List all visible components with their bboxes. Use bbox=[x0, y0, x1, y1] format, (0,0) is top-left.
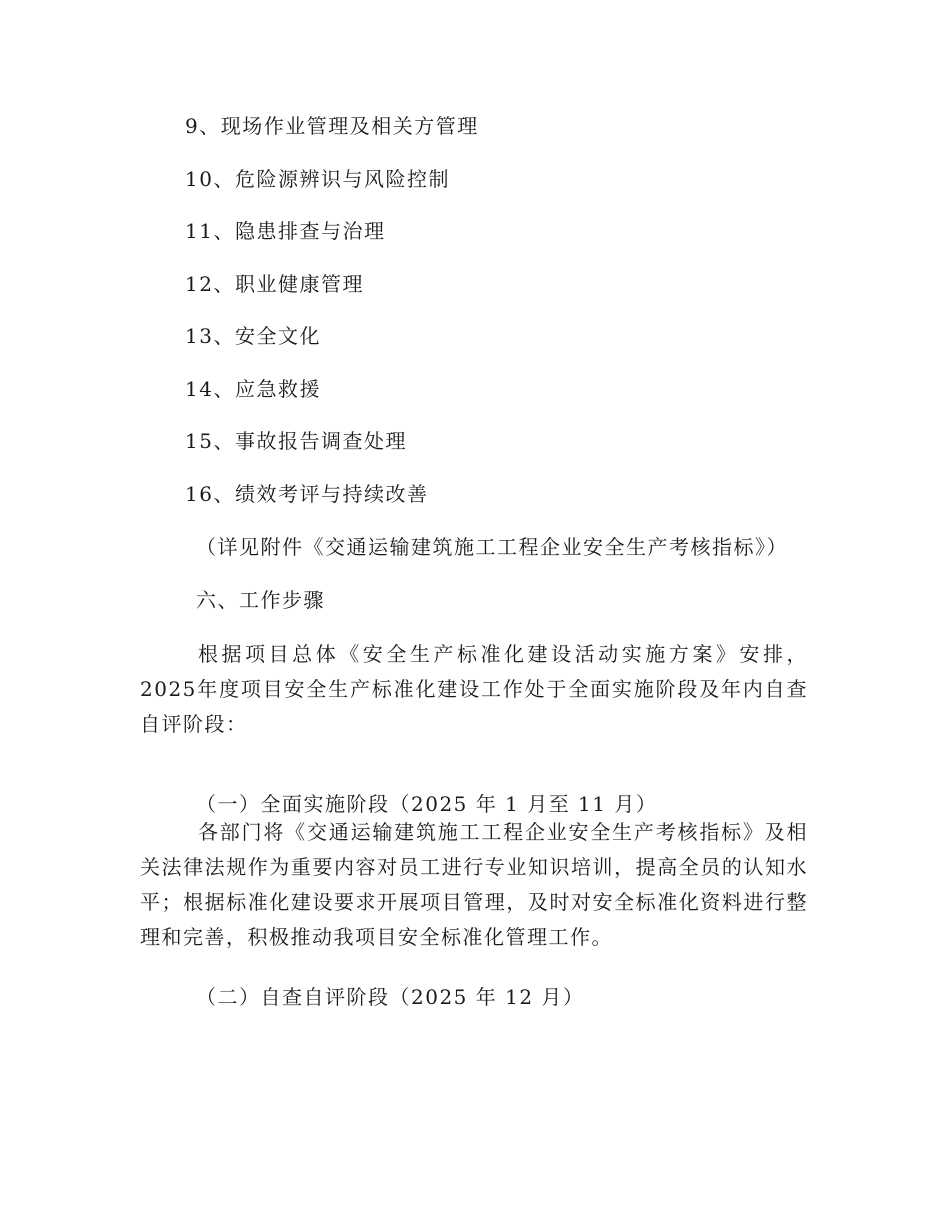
attachment-note: （详见附件《交通运输建筑施工工程企业安全生产考核指标》） bbox=[196, 535, 788, 559]
list-item: 16、绩效考评与持续改善 bbox=[185, 482, 429, 506]
list-item: 11、隐患排查与治理 bbox=[185, 219, 386, 243]
list-item: 15、事故报告调查处理 bbox=[185, 429, 407, 453]
phase1-paragraph: 各部门将《交通运输建筑施工工程企业安全生产考核指标》及相关法律法规作为重要内容对员工进行专业知识培训，提高全员的认知水平；根据标准化建设要求开展项目管理，及时对安全标准化资料进行整理和完善，积极推动我项目安全标准化管理工作。 bbox=[140, 820, 808, 949]
intro-paragraph: 根据项目总体《安全生产标准化建设活动实施方案》安排，2025年度项目安全生产标准化建设工作处于全面实施阶段及年内自查自评阶段： bbox=[140, 642, 808, 736]
section-heading: 六、工作步骤 bbox=[196, 588, 325, 612]
phase1-heading: （一）全面实施阶段（2025 年 1 月至 11 月） bbox=[196, 792, 658, 816]
phase2-heading: （二）自查自评阶段（2025 年 12 月） bbox=[196, 985, 585, 1009]
list-item: 12、职业健康管理 bbox=[185, 272, 364, 296]
list-item: 9、现场作业管理及相关方管理 bbox=[185, 114, 479, 138]
list-item: 13、安全文化 bbox=[185, 324, 321, 348]
list-item: 14、应急救援 bbox=[185, 377, 321, 401]
list-item: 10、危险源辨识与风险控制 bbox=[185, 167, 450, 191]
